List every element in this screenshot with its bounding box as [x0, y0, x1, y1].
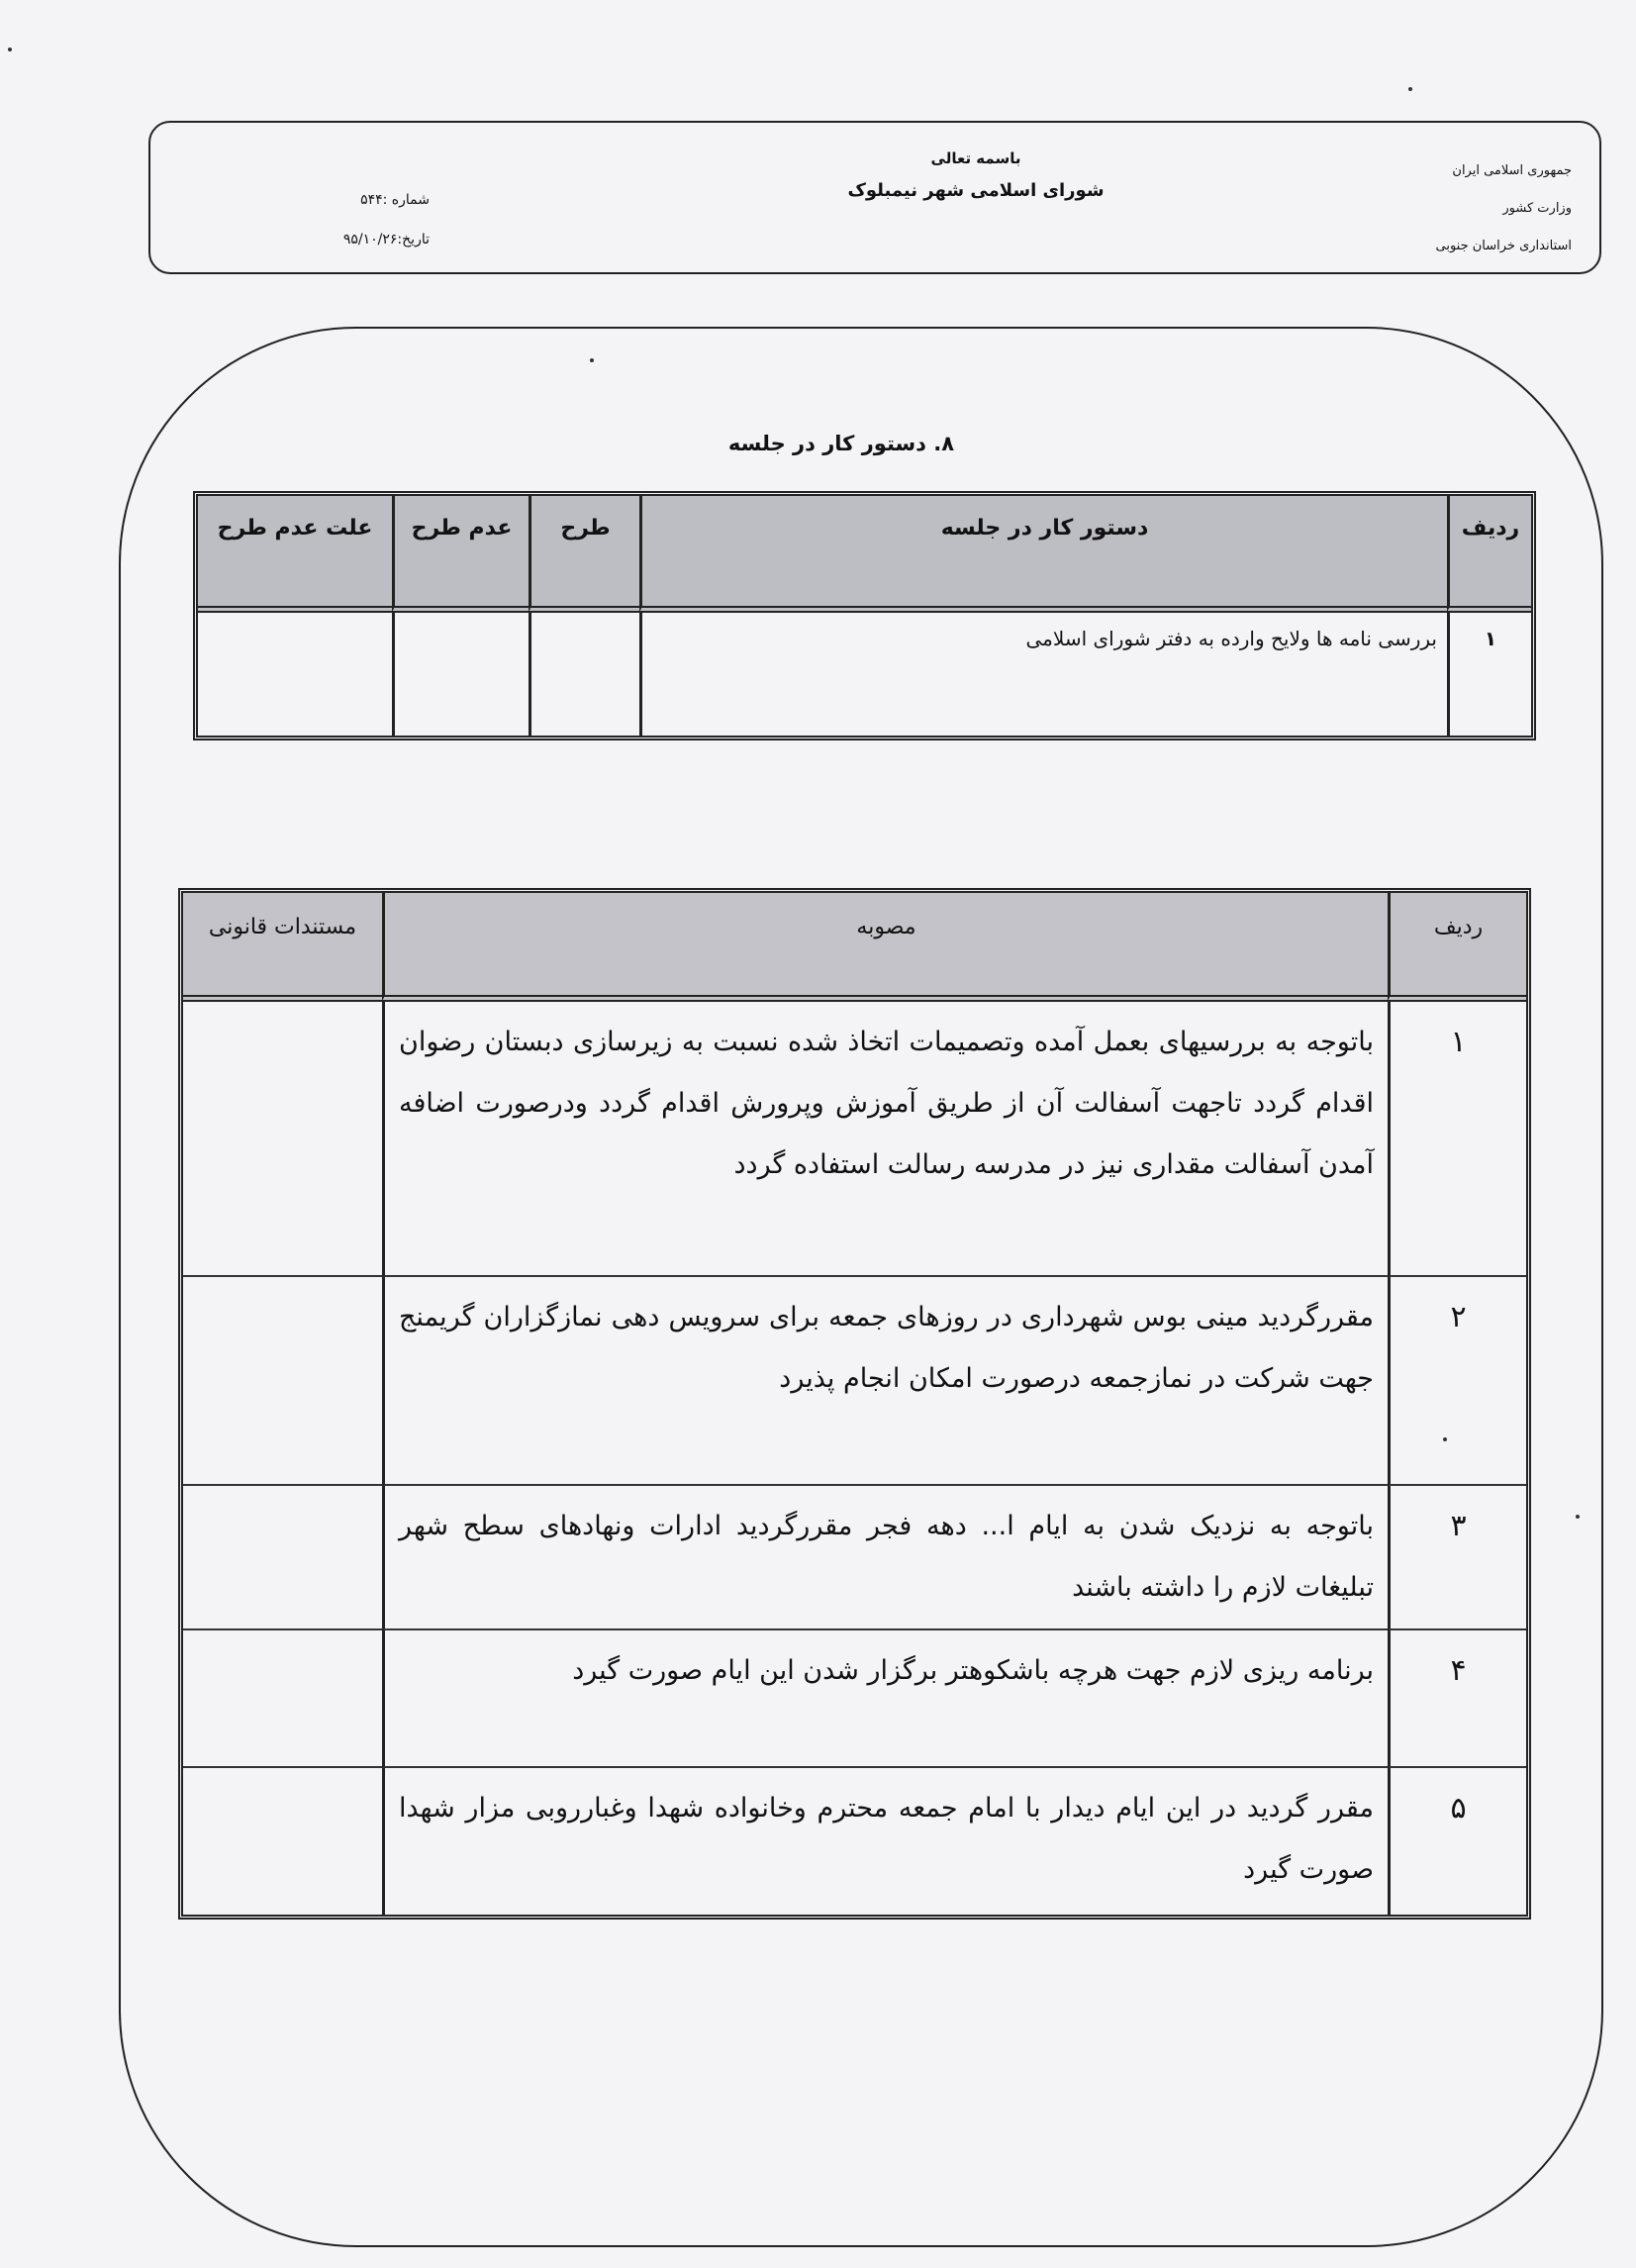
row-number: ۲ [1388, 1277, 1526, 1486]
section-title: ۸. دستور کار در جلسه [727, 432, 955, 455]
issuer-block [1255, 152, 1572, 265]
resolutions-table [178, 888, 1531, 1920]
table-row [183, 1630, 1526, 1768]
row-number: ۵ [1388, 1768, 1526, 1915]
scan-speck [8, 48, 12, 51]
legal-basis [183, 1277, 382, 1486]
resolution-text: باتوجه به نزدیک شدن به ایام ا... دهه فجر مقررگردید ادارات ونهادهای سطح شهر تبلیغات لازم را داشته باشند [382, 1486, 1388, 1630]
letterhead-title [778, 143, 1174, 208]
table-row [183, 1768, 1526, 1915]
agenda-item: بررسی نامه ها ولایح وارده به دفتر شورای اسلامی [639, 613, 1447, 736]
resolutions-header-row [183, 893, 1526, 1002]
issuer-line-country: جمهوری اسلامی ایران [1452, 163, 1572, 178]
issuer-line-ministry: وزارت کشور [1502, 201, 1572, 216]
resolutions-col-legal: مستندات قانونی [183, 893, 382, 1002]
table-row [198, 613, 1531, 736]
resolution-text: مقرر گردید در این ایام دیدار با امام جمعه محترم وخانواده شهدا وغبارروبی مزار شهدا صورت گیرد [382, 1768, 1388, 1915]
issuer-line-province: استانداری خراسان جنوبی [1435, 239, 1572, 253]
resolutions-col-row: ردیف [1388, 893, 1526, 1002]
row-number: ۴ [1388, 1630, 1526, 1768]
legal-basis [183, 1630, 382, 1768]
letter-number: شماره :۵۴۴ [360, 192, 430, 208]
table-row [183, 1277, 1526, 1486]
agenda-col-item: دستور کار در جلسه [639, 496, 1447, 613]
invocation: باسمه تعالی [930, 149, 1021, 167]
scan-speck [1408, 87, 1412, 91]
agenda-header-row [198, 496, 1531, 613]
council-name: شورای اسلامی شهر نیمبلوک [847, 180, 1105, 201]
resolutions-col-text: مصوبه [382, 893, 1388, 1002]
agenda-col-row: ردیف [1447, 496, 1531, 613]
agenda-col-adam-tarh: عدم طرح [392, 496, 529, 613]
legal-basis [183, 1768, 382, 1915]
row-number: ۳ [1388, 1486, 1526, 1630]
resolution-text: مقررگردید مینی بوس شهرداری در روزهای جمعه برای سرویس دهی نمازگزاران گریمنج جهت شرکت در نمازجمعه درصورت امکان انجام پذیرد [382, 1277, 1388, 1486]
resolution-text: برنامه ریزی لازم جهت هرچه باشکوهتر برگزار شدن این ایام صورت گیرد [382, 1630, 1388, 1768]
table-row [183, 1002, 1526, 1277]
letterhead-box [148, 121, 1601, 274]
reference-block [192, 180, 430, 259]
resolution-text: باتوجه به بررسیهای بعمل آمده وتصمیمات اتخاذ شده نسبت به زیرسازی دبستان رضوان اقدام گردد تاجهت آسفالت آن از طریق آموزش وپرورش اقدام گردد ودرصورت اضافه آمدن آسفالت مقداری نیز در مدرسه رسالت استفاده گردد [382, 1002, 1388, 1277]
table-row [183, 1486, 1526, 1630]
reason-cell [198, 613, 392, 736]
legal-basis [183, 1486, 382, 1630]
letter-date: تاریخ:۹۵/۱۰/۲۶ [342, 232, 430, 247]
tarh-cell [529, 613, 639, 736]
agenda-col-reason: علت عدم طرح [198, 496, 392, 613]
adam-tarh-cell [392, 613, 529, 736]
legal-basis [183, 1002, 382, 1277]
agenda-table [193, 491, 1536, 740]
agenda-col-tarh: طرح [529, 496, 639, 613]
row-number: ۱ [1388, 1002, 1526, 1277]
row-number: ۱ [1447, 613, 1531, 736]
